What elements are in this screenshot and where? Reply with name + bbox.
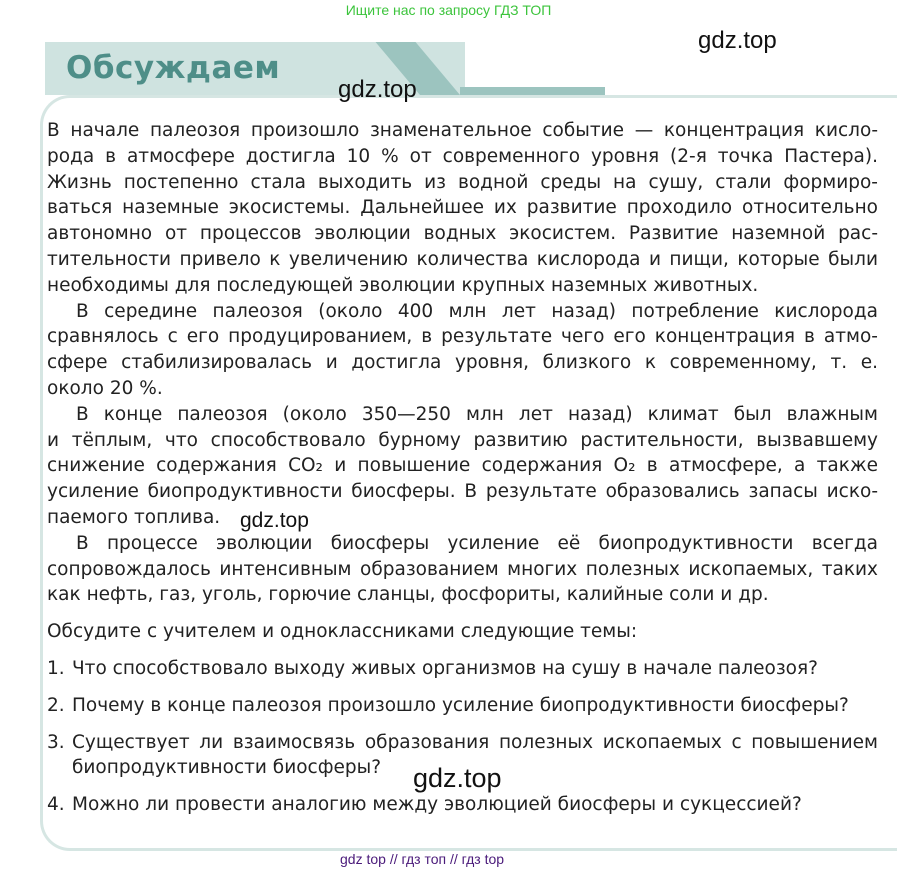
paragraph-line: необходимы для последующей эволюции крупных наземных животных. — [47, 274, 759, 296]
question-number: 3. — [47, 731, 65, 753]
question-line: Можно ли провести аналогию между эволюцией биосферы и сукцессией? — [72, 794, 802, 816]
paragraph-line: снижение содержания CO₂ и повышение содержания O₂ в атмосфере, а также — [47, 455, 878, 477]
paragraph-line: В процессе эволюции биосферы усиление её биопродуктивности всегда — [76, 532, 878, 554]
paragraph-line: В конце палеозоя (около 350—250 млн лет назад) климат был влажным — [76, 403, 878, 425]
watermark: gdz.top — [338, 76, 417, 103]
question-number: 2. — [47, 694, 65, 716]
question-line: биопродуктивности биосферы? — [72, 757, 382, 779]
paragraph-line: В середине палеозоя (около 400 млн лет назад) потребление кислорода — [76, 300, 878, 322]
watermark: gdz.top — [698, 27, 777, 54]
paragraph-line: как нефть, газ, уголь, горючие сланцы, фосфориты, калийные соли и др. — [47, 584, 769, 606]
watermark: gdz.top — [413, 763, 502, 793]
question-number: 4. — [47, 794, 65, 816]
paragraph-line: сравнялось с его продуцированием, в результате чего его концентрация в атмо- — [47, 326, 878, 348]
footer-links: gdz top // гдз топ // гдз top — [340, 851, 505, 867]
question-item — [47, 656, 878, 682]
paragraph-line: рода в атмосфере достигла 10 % от современного уровня (2-я точка Пастера). — [47, 145, 878, 167]
watermark: gdz.top — [240, 509, 309, 532]
content — [47, 118, 878, 818]
question-text — [72, 656, 878, 682]
question-text — [72, 792, 878, 818]
question-line: Почему в конце палеозоя произошло усиление биопродуктивности биосферы? — [72, 694, 849, 716]
paragraph-line: около 20 %. — [47, 377, 163, 399]
paragraph-line: Жизнь постепенно стала выходить из водной среды на сушу, стали формиро- — [47, 171, 878, 193]
paragraph-line: паемого топлива. — [47, 506, 221, 528]
paragraph-line: автономно от процессов эволюции водных экосистем. Развитие наземной рас- — [47, 223, 878, 245]
discussion-lead: Обсудите с учителем и одноклассниками следующие темы: — [47, 621, 638, 643]
paragraph-line: сопровождалось интенсивным образованием многих полезных ископаемых, таких — [47, 558, 878, 580]
paragraph-line: сфере стабилизировалась и достигла уровня, близкого к современному, т. е. — [47, 352, 878, 374]
paragraph-line: и тёплым, что способствовало бурному развитию растительности, вызвавшему — [47, 429, 878, 451]
question-line: Существует ли взаимосвязь образования полезных ископаемых с повышением — [72, 731, 878, 753]
paragraph-line: ваться наземные экосистемы. Дальнейшее их развитие проходило относительно — [47, 197, 878, 219]
question-number: 1. — [47, 657, 65, 679]
section-title: Обсуждаем — [66, 50, 281, 86]
paragraphs — [47, 118, 878, 608]
paragraph-line: В начале палеозоя произошло знаменательное событие — концентрация кисло- — [47, 120, 878, 141]
paragraph-line: усиление биопродуктивности биосферы. В результате образовались запасы иско- — [47, 481, 878, 503]
question-line: Что способствовало выходу живых организмов на сушу в начале палеозоя? — [72, 657, 818, 679]
question-item — [47, 792, 878, 818]
search-hint: Ищите нас по запросу ГДЗ ТОП — [345, 2, 552, 18]
paragraph-line: тительности привело к увеличению количества кислорода и пищи, которые были — [47, 248, 878, 270]
question-item — [47, 693, 878, 719]
question-text — [72, 693, 878, 719]
